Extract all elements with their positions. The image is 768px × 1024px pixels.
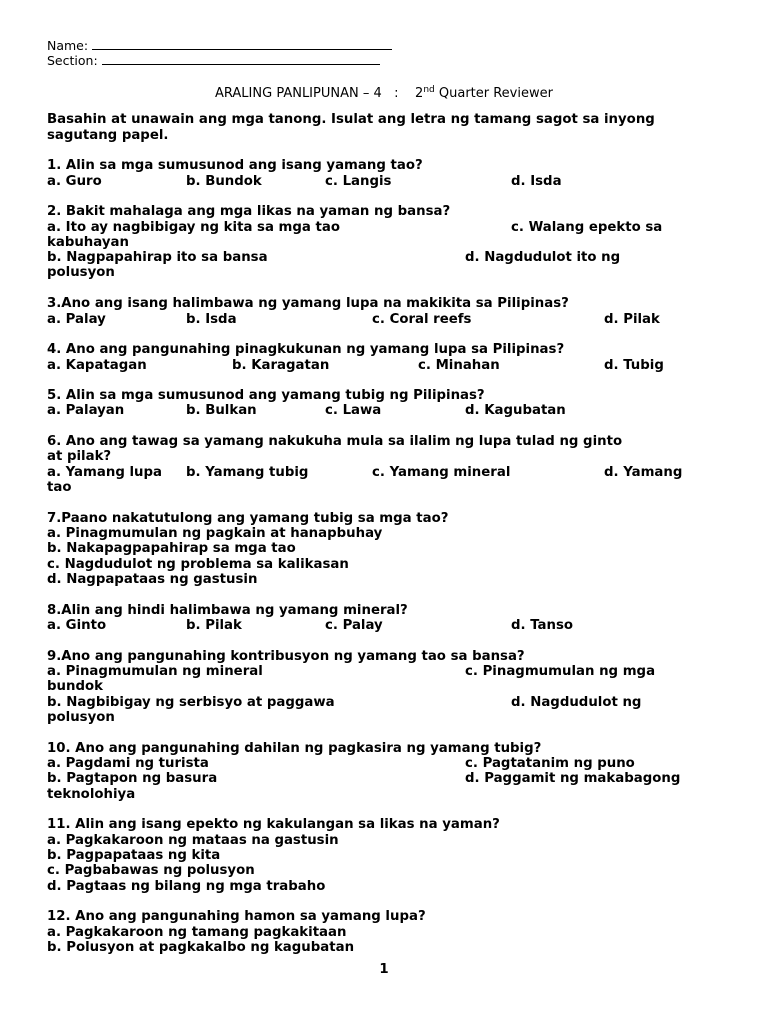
title-main: ARALING PANLIPUNAN – 4 : 2 bbox=[215, 86, 424, 101]
title-rest: Quarter Reviewer bbox=[434, 86, 553, 101]
answer-choice: d. Pilak bbox=[604, 312, 660, 327]
title-ordinal: nd bbox=[423, 85, 435, 95]
line-text: polusyon bbox=[47, 265, 115, 280]
answer-choice: b. Karagatan bbox=[232, 358, 330, 373]
answer-choice: b. Bundok bbox=[186, 174, 262, 189]
name-field bbox=[47, 38, 392, 53]
answer-choice: d. Tanso bbox=[511, 618, 574, 633]
line-text: a. Guro bbox=[47, 174, 102, 189]
line-text: a. Ito ay nagbibigay ng kita sa mga tao bbox=[47, 220, 340, 235]
answer-choice: c. Coral reefs bbox=[372, 312, 472, 327]
line-text: 6. Ano ang tawag sa yamang nakukuha mula sa ilalim ng lupa tulad ng ginto bbox=[47, 434, 623, 449]
answer-choice: c. Yamang mineral bbox=[372, 465, 511, 480]
answer-choice: b. Yamang tubig bbox=[186, 465, 309, 480]
line-text: a. Yamang lupa bbox=[47, 465, 162, 480]
line-text: b. Pagtapon ng basura bbox=[47, 771, 218, 786]
name-blank-line bbox=[92, 38, 392, 50]
answer-choice: c. Minahan bbox=[418, 358, 500, 373]
line-text: a. Pagkakaroon ng mataas na gastusin bbox=[47, 833, 339, 848]
answer-choice: b. Isda bbox=[186, 312, 237, 327]
line-text: b. Pagpapataas ng kita bbox=[47, 848, 221, 863]
answer-choice: d. Kagubatan bbox=[465, 403, 566, 418]
instructions: Basahin at unawain ang mga tanong. Isulat ang letra ng tamang sagot sa inyong sagutang papel. bbox=[47, 112, 655, 143]
line-text: 7.Paano nakatutulong ang yamang tubig sa mga tao? bbox=[47, 511, 449, 526]
line-text: 4. Ano ang pangunahing pinagkukunan ng yamang lupa sa Pilipinas? bbox=[47, 342, 565, 357]
line-text: 12. Ano ang pangunahing hamon sa yamang lupa? bbox=[47, 909, 426, 924]
line-text: a. Pinagmumulan ng pagkain at hanapbuhay bbox=[47, 526, 383, 541]
answer-choice: d. Isda bbox=[511, 174, 562, 189]
answer-choice: c. Walang epekto sa bbox=[511, 220, 663, 235]
answer-choice: d. Paggamit ng makabagong bbox=[465, 771, 681, 786]
section-label: Section: bbox=[47, 53, 98, 68]
line-text: 11. Alin ang isang epekto ng kakulangan sa likas na yaman? bbox=[47, 817, 500, 832]
answer-choice: d. Tubig bbox=[604, 358, 664, 373]
line-text: b. Nakapagpapahirap sa mga tao bbox=[47, 541, 296, 556]
line-text: b. Polusyon at pagkakalbo ng kagubatan bbox=[47, 940, 355, 955]
answer-choice: b. Bulkan bbox=[186, 403, 257, 418]
line-text: 10. Ano ang pangunahing dahilan ng pagkasira ng yamang tubig? bbox=[47, 741, 542, 756]
answer-choice: d. Nagdudulot ng bbox=[511, 695, 642, 710]
line-text: polusyon bbox=[47, 710, 115, 725]
section-blank-line bbox=[102, 53, 380, 65]
line-text: 1. Alin sa mga sumusunod ang isang yamang tao? bbox=[47, 158, 423, 173]
answer-choice: d. Nagdudulot ito ng bbox=[465, 250, 621, 265]
line-text: b. Nagpapahirap ito sa bansa bbox=[47, 250, 268, 265]
answer-choice: c. Palay bbox=[325, 618, 383, 633]
line-text: 5. Alin sa mga sumusunod ang yamang tubig ng Pilipinas? bbox=[47, 388, 485, 403]
line-text: 3.Ano ang isang halimbawa ng yamang lupa na makikita sa Pilipinas? bbox=[47, 296, 569, 311]
section-field bbox=[47, 53, 380, 68]
line-text: a. Pagkakaroon ng tamang pagkakitaan bbox=[47, 925, 347, 940]
line-text: d. Nagpapataas ng gastusin bbox=[47, 572, 258, 587]
page-number: 1 bbox=[379, 962, 389, 977]
page-title bbox=[0, 82, 768, 102]
line-text: c. Nagdudulot ng problema sa kalikasan bbox=[47, 557, 349, 572]
line-text: 8.Alin ang hindi halimbawa ng yamang mineral? bbox=[47, 603, 408, 618]
line-text: at pilak? bbox=[47, 449, 112, 464]
line-text: c. Pagbabawas ng polusyon bbox=[47, 863, 255, 878]
line-text: kabuhayan bbox=[47, 235, 129, 250]
line-text: a. Palay bbox=[47, 312, 106, 327]
line-text: a. Ginto bbox=[47, 618, 107, 633]
line-text: bundok bbox=[47, 679, 103, 694]
answer-choice: b. Pilak bbox=[186, 618, 242, 633]
line-text: tao bbox=[47, 480, 72, 495]
line-text: 2. Bakit mahalaga ang mga likas na yaman ng bansa? bbox=[47, 204, 451, 219]
line-text: a. Pinagmumulan ng mineral bbox=[47, 664, 263, 679]
line-text: a. Pagdami ng turista bbox=[47, 756, 209, 771]
answer-choice: c. Langis bbox=[325, 174, 392, 189]
answer-choice: d. Yamang bbox=[604, 465, 683, 480]
line-text: a. Kapatagan bbox=[47, 358, 147, 373]
line-text: teknolohiya bbox=[47, 787, 136, 802]
line-text: a. Palayan bbox=[47, 403, 125, 418]
line-text: d. Pagtaas ng bilang ng mga trabaho bbox=[47, 879, 326, 894]
answer-choice: c. Pinagmumulan ng mga bbox=[465, 664, 656, 679]
answer-choice: c. Lawa bbox=[325, 403, 382, 418]
answer-choice: c. Pagtatanim ng puno bbox=[465, 756, 635, 771]
line-text: b. Nagbibigay ng serbisyo at paggawa bbox=[47, 695, 335, 710]
name-label: Name: bbox=[47, 38, 89, 53]
line-text: 9.Ano ang pangunahing kontribusyon ng yamang tao sa bansa? bbox=[47, 649, 525, 664]
